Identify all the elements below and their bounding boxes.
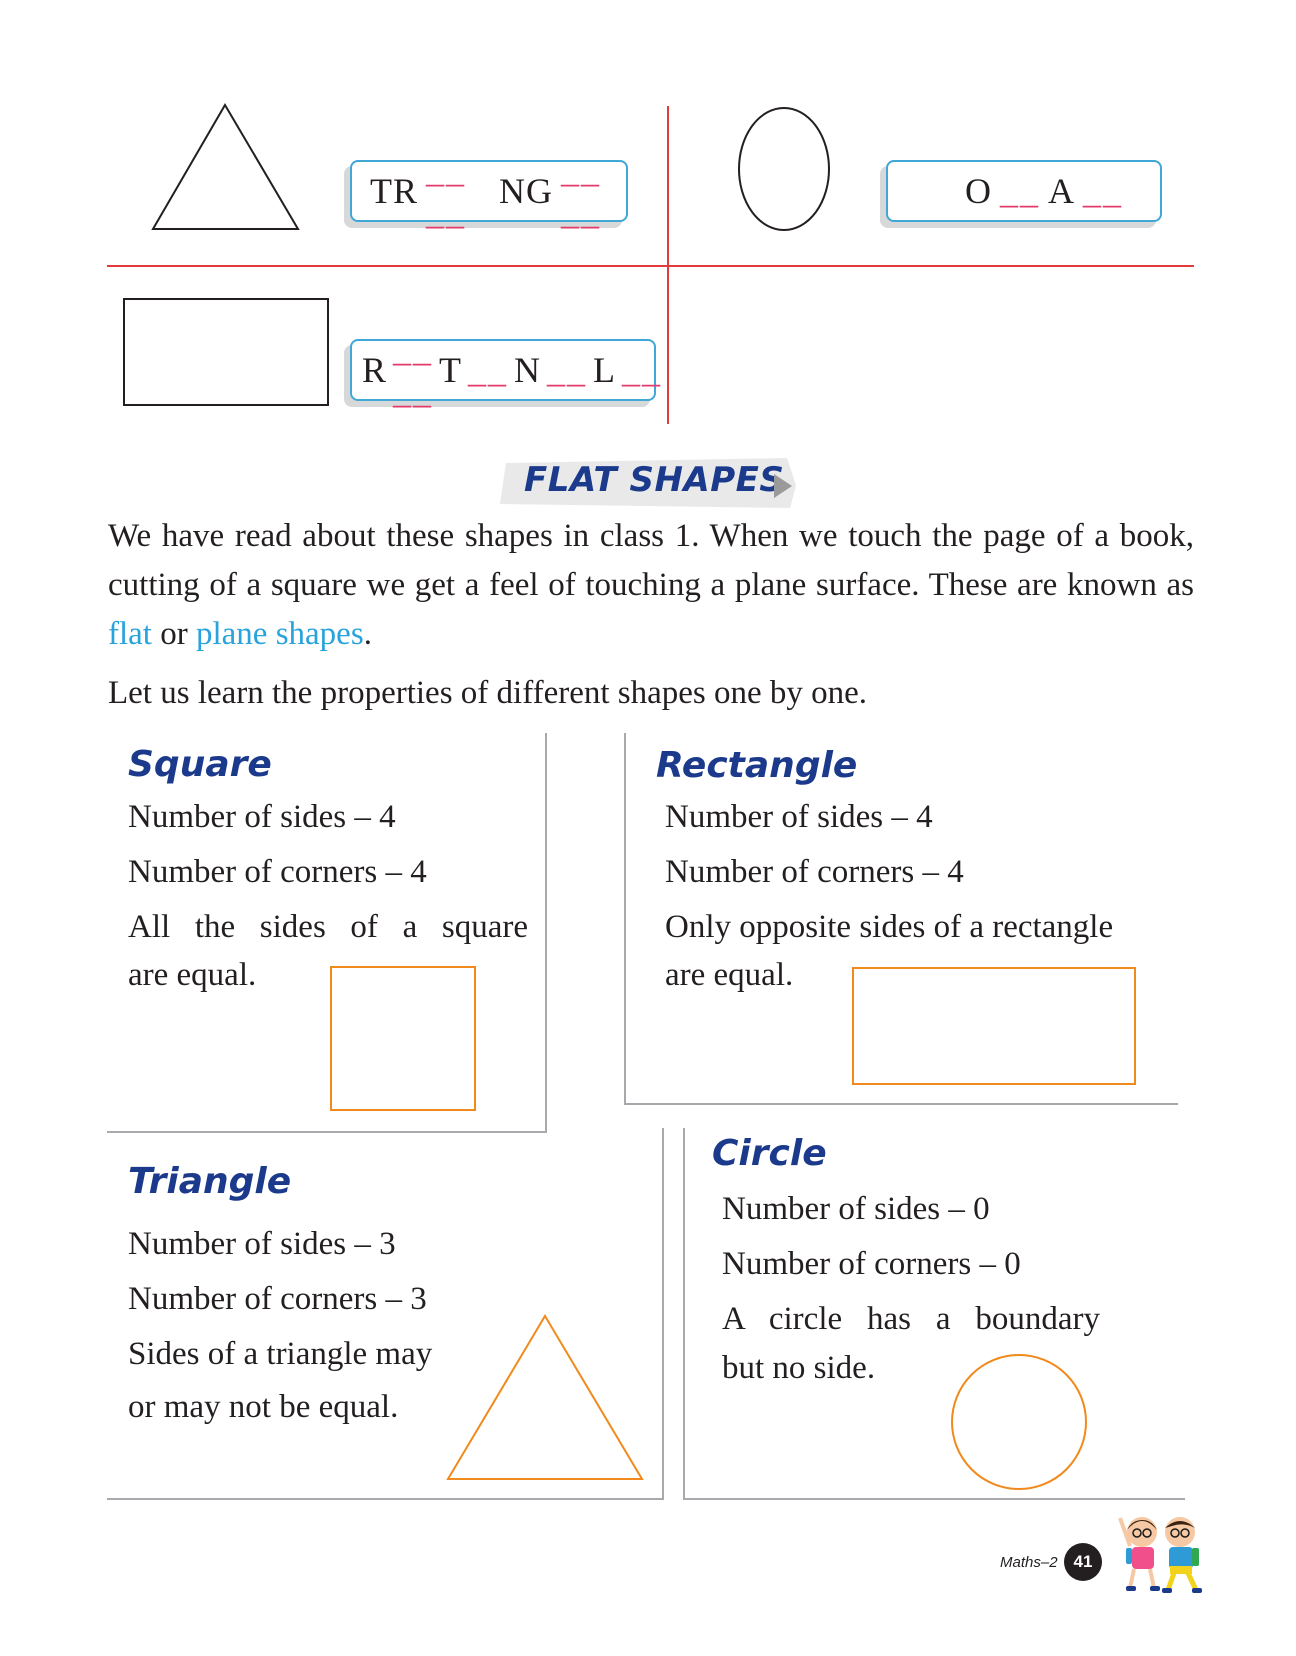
- circle-sides: Number of sides – 0: [722, 1191, 990, 1227]
- circle-panel-border-bottom: [683, 1498, 1185, 1500]
- oval-word-box[interactable]: [886, 160, 1162, 222]
- rectangle-outline-shape: [123, 298, 329, 406]
- word-letters: TR: [370, 171, 419, 211]
- triangle-sides: Number of sides – 3: [128, 1226, 396, 1262]
- rectangle-shape: [852, 967, 1136, 1085]
- rectangle-title: Rectangle: [656, 745, 858, 786]
- rectangle-description-line2: are equal.: [665, 957, 794, 993]
- circle-corners: Number of corners – 0: [722, 1246, 1021, 1282]
- heading-arrow-icon: [774, 474, 792, 498]
- triangle-outline-shape: [150, 100, 304, 234]
- triangle-description-line2: or may not be equal.: [128, 1389, 399, 1425]
- word-blank: __: [1083, 171, 1123, 211]
- triangle-panel-border-right: [662, 1128, 664, 1500]
- rectangle-panel-border-bottom: [624, 1103, 1178, 1105]
- circle-description-line2: but no side.: [722, 1350, 876, 1386]
- rectangle-sides: Number of sides – 4: [665, 799, 933, 835]
- word-blank: __: [622, 350, 663, 390]
- rectangle-description-line1: Only opposite sides of a rectangle: [665, 909, 1114, 945]
- triangle-word-box[interactable]: [350, 150, 628, 232]
- intro-text: We have read about these shapes in class 1. When we touch the page of a book, cutting of a square we get a feel of touching a plane surface. These are known as: [108, 518, 1194, 603]
- triangle-description-line1: Sides of a triangle may: [128, 1336, 433, 1372]
- intro-paragraph: [108, 512, 1194, 659]
- square-panel-border-bottom: [107, 1131, 547, 1133]
- triangle-corners: Number of corners – 3: [128, 1281, 427, 1317]
- triangle-shape: [444, 1312, 646, 1484]
- section-heading: FLAT SHAPES: [524, 460, 785, 500]
- rectangle-panel-border-left: [624, 733, 626, 1105]
- word-letter: A: [1048, 171, 1075, 211]
- square-corners: Number of corners – 4: [128, 854, 427, 890]
- word-blank: __: [468, 350, 509, 390]
- kids-illustration: [1112, 1510, 1212, 1598]
- footer-book-title: Maths–2: [1000, 1554, 1058, 1571]
- intro-period: .: [363, 616, 372, 652]
- term-plane-shapes: plane shapes: [195, 616, 364, 652]
- puzzle-divider-horizontal: [107, 265, 1194, 267]
- word-letter: O: [965, 171, 992, 211]
- triangle-title: Triangle: [128, 1161, 292, 1202]
- term-flat: flat: [108, 616, 152, 652]
- word-blank: __ __: [426, 150, 467, 232]
- intro-paragraph-2: Let us learn the properties of different shapes one by one.: [108, 675, 868, 711]
- square-description-line1: All the sides of a square: [128, 909, 528, 945]
- circle-description-line1: A circle has a boundary: [722, 1301, 1100, 1337]
- circle-title: Circle: [712, 1133, 827, 1174]
- word-letters: NG: [499, 171, 553, 211]
- oval-outline-shape: [736, 104, 832, 234]
- word-letter: L: [593, 350, 617, 390]
- triangle-panel-border-bottom: [107, 1498, 664, 1500]
- word-blank: __: [1000, 171, 1040, 211]
- square-title: Square: [128, 744, 272, 785]
- square-shape: [330, 966, 476, 1111]
- word-letter: N: [514, 350, 542, 390]
- word-letter: R: [362, 350, 388, 390]
- intro-or: or: [151, 616, 196, 652]
- rectangle-word-box[interactable]: [350, 329, 663, 411]
- word-letter: T: [439, 350, 463, 390]
- word-blank: __: [547, 350, 588, 390]
- square-panel-border-right: [545, 733, 547, 1133]
- page-number: 41: [1064, 1543, 1102, 1581]
- word-blank: __ __: [393, 329, 434, 411]
- square-sides: Number of sides – 4: [128, 799, 396, 835]
- circle-shape: [949, 1352, 1089, 1492]
- word-blank: __ __: [561, 150, 601, 232]
- circle-panel-border-left: [683, 1128, 685, 1500]
- rectangle-corners: Number of corners – 4: [665, 854, 964, 890]
- square-description-line2: are equal.: [128, 957, 257, 993]
